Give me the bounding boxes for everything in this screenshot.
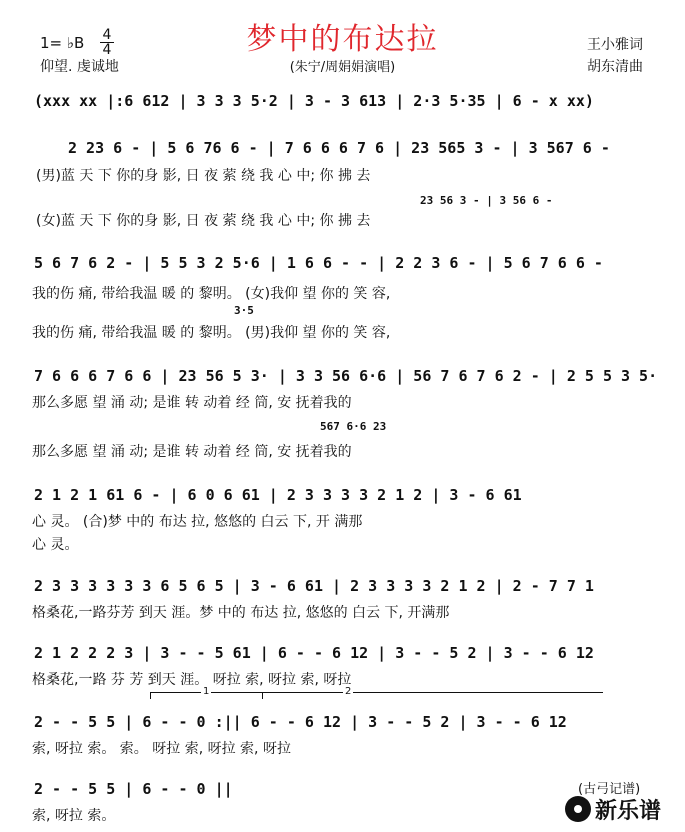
lyric-line: (男)蓝 天 下 你的身 影, 日 夜 萦 绕 我 心 中; 你 拂 去	[36, 168, 371, 184]
meter-bottom: 4	[102, 42, 112, 58]
volta-1: 1	[150, 692, 341, 699]
lyric-line: 我的伤 痛, 带给我温 暖 的 黎明。 (男)我仰 望 你的 笑 容,	[32, 325, 391, 341]
lyric-line: 那么多愿 望 涌 动; 是谁 转 动着 经 筒, 安 抚着我的	[32, 395, 352, 411]
notation-line: 2 1 2 2 2 3 | 3 - - 5 61 | 6 - - 6 12 | 3 - - 5 2 | 3 - - 6 12	[34, 644, 594, 662]
transcriber-credit: (古弓记谱)	[578, 782, 641, 797]
page-title: 梦中的布达拉	[246, 22, 439, 57]
lyric-line: 心 灵。 (合)梦 中的 布达 拉, 悠悠的 白云 下, 开 满那	[32, 514, 363, 530]
notation-line: 2 23 6 - | 5 6 76 6 - | 7 6 6 6 7 6 | 23 565 3 - | 3 567 6 -	[68, 139, 610, 157]
notation-line: 3·5	[234, 304, 254, 317]
meter-top: 4	[100, 28, 114, 43]
notation-line: 2 - - 5 5 | 6 - - 0 ||	[34, 780, 233, 798]
lyric-line: 我的伤 痛, 带给我温 暖 的 黎明。 (女)我仰 望 你的 笑 容,	[32, 286, 391, 302]
logo-text: 新乐谱	[595, 799, 662, 824]
notation-line: (xxx xx |:6 612 | 3 3 3 5·2 | 3 - 3 613 | 2·3 5·35 | 6 - x xx)	[34, 92, 594, 110]
lyric-line: 格桑花,一路 芬 芳 到天 涯。 呀拉 索, 呀拉 索, 呀拉	[32, 672, 352, 688]
lyric-line: 心 灵。	[32, 537, 79, 553]
volta-2: 2	[262, 692, 603, 699]
notation-line: 2 3 3 3 3 3 3 6 5 6 5 | 3 - 6 61 | 2 3 3 3 3 2 1 2 | 2 - 7 7 1	[34, 577, 594, 595]
notation-line: 7 6 6 6 7 6 6 | 23 56 5 3· | 3 3 56 6·6 | 56 7 6 7 6 2 - | 2 5 5 3 5·	[34, 367, 658, 385]
notation-line: 2 - - 5 5 | 6 - - 0 :|| 6 - - 6 12 | 3 - - 5 2 | 3 - - 6 12	[34, 713, 567, 731]
composer: 胡东清曲	[587, 59, 643, 75]
site-logo	[565, 794, 675, 826]
lyric-line: 索, 呀拉 索。	[32, 808, 116, 824]
lyricist: 王小雅词	[587, 37, 643, 53]
notation-line: 23 56 3 - | 3 56 6 -	[420, 194, 553, 207]
notation-line: 567 6·6 23	[320, 420, 387, 433]
singers: (朱宁/周娟娟演唱)	[289, 60, 396, 75]
notation-line: 5 6 7 6 2 - | 5 5 3 2 5·6 | 1 6 6 - - | 2 2 3 6 - | 5 6 7 6 6 -	[34, 254, 603, 272]
lyric-line: (女)蓝 天 下 你的身 影, 日 夜 萦 绕 我 心 中; 你 拂 去	[36, 213, 371, 229]
lyric-line: 索, 呀拉 索。 索。 呀拉 索, 呀拉 索, 呀拉	[32, 741, 291, 757]
key-signature: 1= ♭B	[40, 34, 85, 52]
lyric-line: 格桑花,一路芬芳 到天 涯。梦 中的 布达 拉, 悠悠的 白云 下, 开满那	[32, 605, 450, 621]
lyric-line: 那么多愿 望 涌 动; 是谁 转 动着 经 筒, 安 抚着我的	[32, 444, 352, 460]
time-signature	[100, 28, 114, 57]
notation-line: 2 1 2 1 61 6 - | 6 0 6 61 | 2 3 3 3 3 2 1 2 | 3 - 6 61	[34, 486, 522, 504]
tempo-marking: 仰望. 虔诚地	[40, 59, 119, 75]
record-disk-icon	[565, 796, 591, 822]
